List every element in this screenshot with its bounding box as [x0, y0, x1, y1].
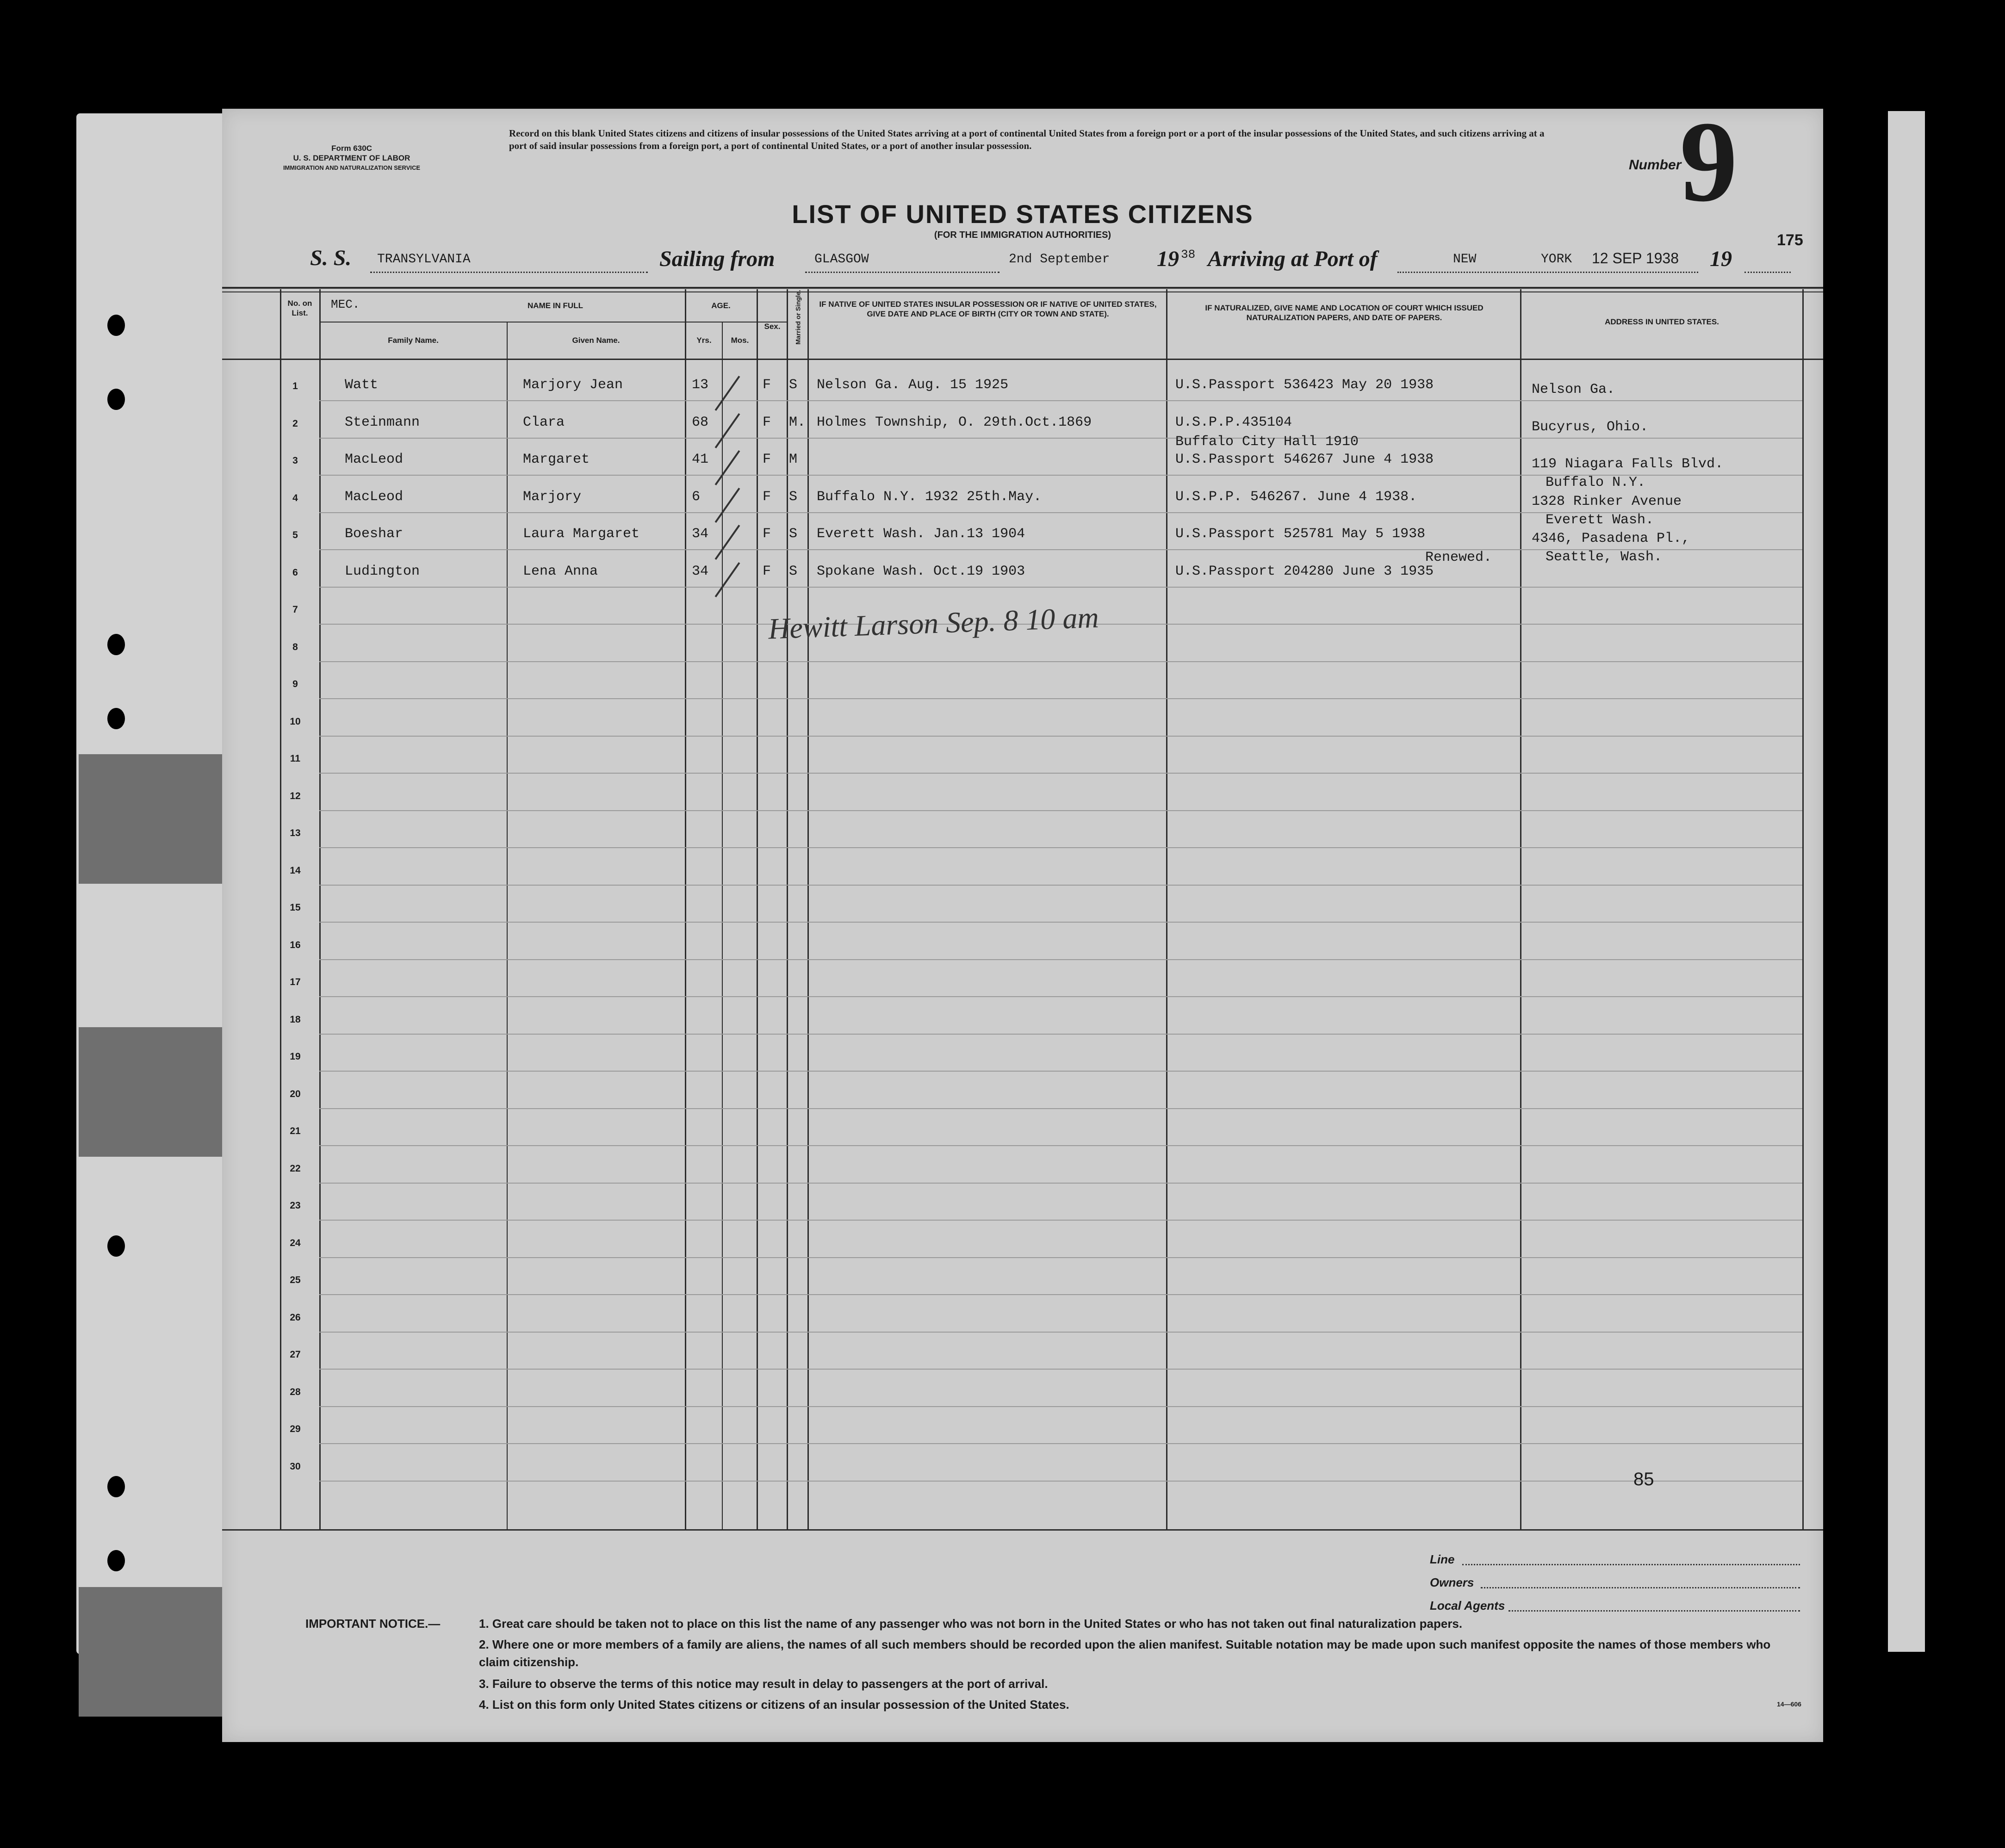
department: U. S. DEPARTMENT OF LABOR	[293, 154, 410, 162]
address-line-1: 1328 Rinker Avenue	[1532, 493, 1682, 509]
back-page	[76, 113, 234, 1654]
year-prefix-2: 19	[1710, 247, 1732, 271]
row-rule	[319, 847, 1802, 848]
check-mark	[715, 562, 740, 597]
sailing-label: Sailing from	[659, 247, 775, 271]
row-number: 28	[290, 1386, 301, 1397]
arrival-port-2: YORK	[1541, 252, 1572, 267]
check-mark	[715, 525, 740, 560]
given-name: Marjory	[523, 489, 582, 505]
row-number: 16	[290, 939, 301, 950]
header-family-name: Family Name.	[388, 336, 439, 345]
row-number: 21	[290, 1126, 301, 1136]
family-name: MacLeod	[345, 489, 403, 505]
birth-place-date: Buffalo N.Y. 1932 25th.May.	[817, 489, 1042, 505]
arrival-date-stamp: 12 SEP 1938	[1592, 250, 1679, 267]
row-rule	[319, 1071, 1802, 1072]
address-line-2: Buffalo N.Y.	[1546, 475, 1646, 490]
row-rule	[319, 885, 1802, 886]
service: IMMIGRATION AND NATURALIZATION SERVICE	[283, 164, 421, 171]
back-page-edge	[1888, 111, 1925, 1652]
naturalization-papers: U.S.Passport 204280 June 3 1935	[1175, 563, 1434, 579]
row-rule	[319, 1257, 1802, 1258]
family-name: Ludington	[345, 563, 420, 579]
check-mark	[715, 487, 740, 522]
check-mark	[715, 376, 740, 411]
punch-hole	[107, 315, 125, 336]
check-mark	[715, 413, 740, 448]
number-value: 9	[1680, 98, 1738, 226]
sailing-line	[805, 272, 999, 273]
given-name: Lena Anna	[523, 563, 598, 579]
col-line	[722, 322, 723, 1529]
header-no: No. on List.	[287, 299, 312, 317]
arrival-port-1: NEW	[1453, 252, 1477, 267]
row-rule	[319, 736, 1802, 737]
row-number: 30	[290, 1461, 301, 1472]
sex: F	[763, 489, 771, 505]
family-name: MacLeod	[345, 452, 403, 467]
row-rule	[319, 1108, 1802, 1109]
notice-heading: IMPORTANT NOTICE.—	[305, 1617, 441, 1631]
ss-label: S. S.	[310, 246, 352, 270]
departure-date: 2nd September	[1009, 252, 1110, 267]
family-name: Boeshar	[345, 526, 403, 542]
col-line	[1802, 289, 1804, 1529]
owners-field[interactable]	[1481, 1587, 1800, 1588]
row-number: 1	[292, 381, 298, 391]
punch-hole	[107, 389, 125, 410]
row-number: 12	[290, 790, 301, 801]
row-number: 6	[292, 567, 298, 578]
row-number: 19	[290, 1051, 301, 1062]
given-name: Clara	[523, 414, 565, 430]
row-number: 9	[292, 679, 298, 689]
row-number: 14	[290, 865, 301, 876]
form-number: Form 630C	[331, 144, 372, 153]
index-tab	[79, 754, 227, 884]
row-number: 23	[290, 1200, 301, 1211]
given-name: Laura Margaret	[523, 526, 640, 542]
given-name: Marjory Jean	[523, 377, 623, 393]
row-number: 18	[290, 1014, 301, 1025]
row-number: 2	[292, 418, 298, 429]
form-header-block	[282, 143, 421, 173]
birth-place-date: Spokane Wash. Oct.19 1903	[817, 563, 1025, 579]
row-number: 22	[290, 1163, 301, 1174]
naturalization-note: Renewed.	[1425, 549, 1492, 565]
row-rule	[319, 1145, 1802, 1146]
row-number: 20	[290, 1088, 301, 1099]
header-age: AGE.	[711, 301, 731, 310]
page-subtitle: (FOR THE IMMIGRATION AUTHORITIES)	[934, 230, 1111, 240]
number-label: Number	[1629, 157, 1682, 173]
row-number: 24	[290, 1237, 301, 1248]
table-top-rule	[222, 287, 1823, 289]
row-rule	[319, 1220, 1802, 1221]
printer-mark: 14—606	[1777, 1700, 1801, 1708]
handwritten-signature: Hewitt Larson Sep. 8 10 am	[767, 601, 1099, 645]
notice-item-4: 4. List on this form only United States citizens or citizens of an insular possession of the United States.	[479, 1698, 1069, 1712]
punch-hole	[107, 1550, 125, 1571]
address-line-2: Everett Wash.	[1546, 512, 1654, 528]
row-number: 11	[290, 753, 301, 764]
given-name: Margaret	[523, 452, 590, 467]
row-number: 15	[290, 902, 301, 913]
naturalization-court: Buffalo City Hall 1910	[1175, 434, 1359, 450]
line-label: Line	[1430, 1552, 1455, 1566]
notice-item-3: 3. Failure to observe the terms of this notice may result in delay to passengers at the port of arrival.	[479, 1677, 1048, 1691]
row-number: 7	[292, 604, 298, 615]
punch-hole	[107, 634, 125, 655]
table-header-rule	[222, 359, 1823, 360]
row-rule	[319, 400, 1802, 401]
age-years: 13	[692, 377, 709, 393]
address-line-1: Nelson Ga.	[1532, 382, 1615, 397]
row-number: 8	[292, 641, 298, 652]
check-mark	[715, 450, 740, 485]
header-birth: IF NATIVE OF UNITED STATES INSULAR POSSESSION OR IF NATIVE OF UNITED STATES, GIVE DATE AND PLACE OF BIRTH (CITY OR TOWN AND STATE).	[819, 300, 1157, 318]
family-name: Steinmann	[345, 414, 420, 430]
address-line-1: Bucyrus, Ohio.	[1532, 419, 1649, 435]
year-prefix: 19	[1157, 247, 1179, 271]
row-rule	[319, 773, 1802, 774]
row-number: 10	[290, 716, 301, 727]
header-name-in-full: NAME IN FULL	[528, 301, 583, 310]
sex: F	[763, 526, 771, 542]
row-rule	[319, 587, 1802, 588]
address-line-1: 119 Niagara Falls Blvd.	[1532, 456, 1724, 472]
row-rule	[319, 1406, 1802, 1407]
marital-status: S	[789, 563, 798, 579]
row-rule	[319, 1294, 1802, 1295]
table-bottom-rule	[222, 1529, 1823, 1531]
row-rule	[319, 1443, 1802, 1444]
row-number: 17	[290, 977, 301, 987]
age-years: 41	[692, 452, 709, 467]
header-married: Married or Single.	[794, 290, 802, 345]
notice-item-1: 1. Great care should be taken not to place on this list the name of any passenger who was not born in the United States or who has not taken out final naturalization papers.	[479, 1617, 1463, 1631]
punch-hole	[107, 708, 125, 729]
sex: F	[763, 452, 771, 467]
row-number: 26	[290, 1312, 301, 1323]
birth-place-date: Holmes Township, O. 29th.Oct.1869	[817, 414, 1092, 430]
row-number: 3	[292, 455, 298, 466]
ship-name: TRANSYLVANIA	[377, 252, 471, 267]
birth-place-date: Nelson Ga. Aug. 15 1925	[817, 377, 1009, 393]
agents-field[interactable]	[1508, 1610, 1800, 1612]
arriving-label: Arriving at Port of	[1208, 247, 1378, 271]
row-rule	[319, 698, 1802, 699]
row-rule	[319, 996, 1802, 997]
header-naturalized: IF NATURALIZED, GIVE NAME AND LOCATION OF COURT WHICH ISSUED NATURALIZATION PAPERS, AND DATE OF PAPERS.	[1205, 304, 1484, 322]
header-sex: Sex.	[764, 322, 781, 331]
row-rule	[319, 1034, 1802, 1035]
sex: F	[763, 377, 771, 393]
header-yrs: Yrs.	[696, 336, 712, 345]
punch-hole	[107, 1476, 125, 1497]
birth-place-date: Everett Wash. Jan.13 1904	[817, 526, 1025, 542]
naturalization-papers: U.S.P.P.435104	[1175, 414, 1292, 430]
punch-hole	[107, 1235, 125, 1257]
header-address: ADDRESS IN UNITED STATES.	[1605, 317, 1719, 326]
header-mos: Mos.	[731, 336, 749, 345]
instructions: Record on this blank United States citizens and citizens of insular possessions of the United States arriving at a port of continental United States from a foreign port or a port of the insular possessions of the United States, and such citizens arriving at a port of said insular possessions from a foreign port, a port of continental United States, or a port of another insular possession.	[509, 128, 1545, 151]
naturalization-papers: U.S.P.P. 546267. June 4 1938.	[1175, 489, 1417, 505]
agents-label: Local Agents	[1430, 1599, 1505, 1612]
owners-label: Owners	[1430, 1575, 1474, 1589]
year-line	[1744, 272, 1791, 273]
row-number: 13	[290, 828, 301, 838]
row-number: 4	[292, 492, 298, 503]
row-rule	[319, 661, 1802, 662]
address-line-2: Seattle, Wash.	[1546, 549, 1663, 565]
arrival-line	[1397, 272, 1698, 273]
header-given-name: Given Name.	[572, 336, 620, 345]
row-rule	[319, 1369, 1802, 1370]
row-number: 27	[290, 1349, 301, 1360]
notice-item-2: 2. Where one or more members of a family are aliens, the names of all such members should be recorded upon the alien manifest. Suitable notation may be made upon such manifest opposite the names of those members who claim citizenship.	[479, 1637, 1771, 1669]
col-line	[507, 322, 508, 1529]
naturalization-papers: U.S.Passport 525781 May 5 1938	[1175, 526, 1426, 542]
row-rule	[319, 810, 1802, 811]
row-rule	[319, 438, 1802, 439]
sex: F	[763, 563, 771, 579]
row-rule	[319, 1481, 1802, 1482]
sailing-port: GLASGOW	[814, 252, 869, 267]
naturalization-papers: U.S.Passport 536423 May 20 1938	[1175, 377, 1434, 393]
index-tab	[79, 1587, 227, 1717]
year-suffix: 38	[1181, 248, 1196, 261]
index-tab	[79, 1027, 227, 1157]
family-name: Watt	[345, 377, 379, 393]
ship-line	[370, 272, 648, 273]
row-rule	[319, 959, 1802, 960]
table-top-rule-2	[222, 291, 1823, 292]
marital-status: S	[789, 377, 798, 393]
line-field[interactable]	[1462, 1564, 1800, 1565]
age-years: 34	[692, 526, 709, 542]
marital-status: M.	[789, 414, 806, 430]
row-rule	[319, 922, 1802, 923]
age-years: 34	[692, 563, 709, 579]
age-years: 6	[692, 489, 701, 505]
sex: F	[763, 414, 771, 430]
row-number: 5	[292, 530, 298, 540]
page-stamp: 175	[1777, 231, 1803, 249]
manifest-sheet	[222, 98, 1823, 1742]
address-line-1: 4346, Pasadena Pl.,	[1532, 531, 1690, 546]
marital-status: M	[789, 452, 798, 467]
naturalization-papers: U.S.Passport 546267 June 4 1938	[1175, 452, 1434, 467]
page-title: LIST OF UNITED STATES CITIZENS	[792, 199, 1254, 229]
header-code: MEC.	[331, 298, 360, 311]
row-number: 25	[290, 1275, 301, 1285]
row-number: 29	[290, 1424, 301, 1434]
marital-status: S	[789, 489, 798, 505]
footer-number: 85	[1633, 1469, 1654, 1489]
marital-status: S	[789, 526, 798, 542]
row-rule	[319, 1183, 1802, 1184]
row-rule	[319, 1332, 1802, 1333]
age-years: 68	[692, 414, 709, 430]
